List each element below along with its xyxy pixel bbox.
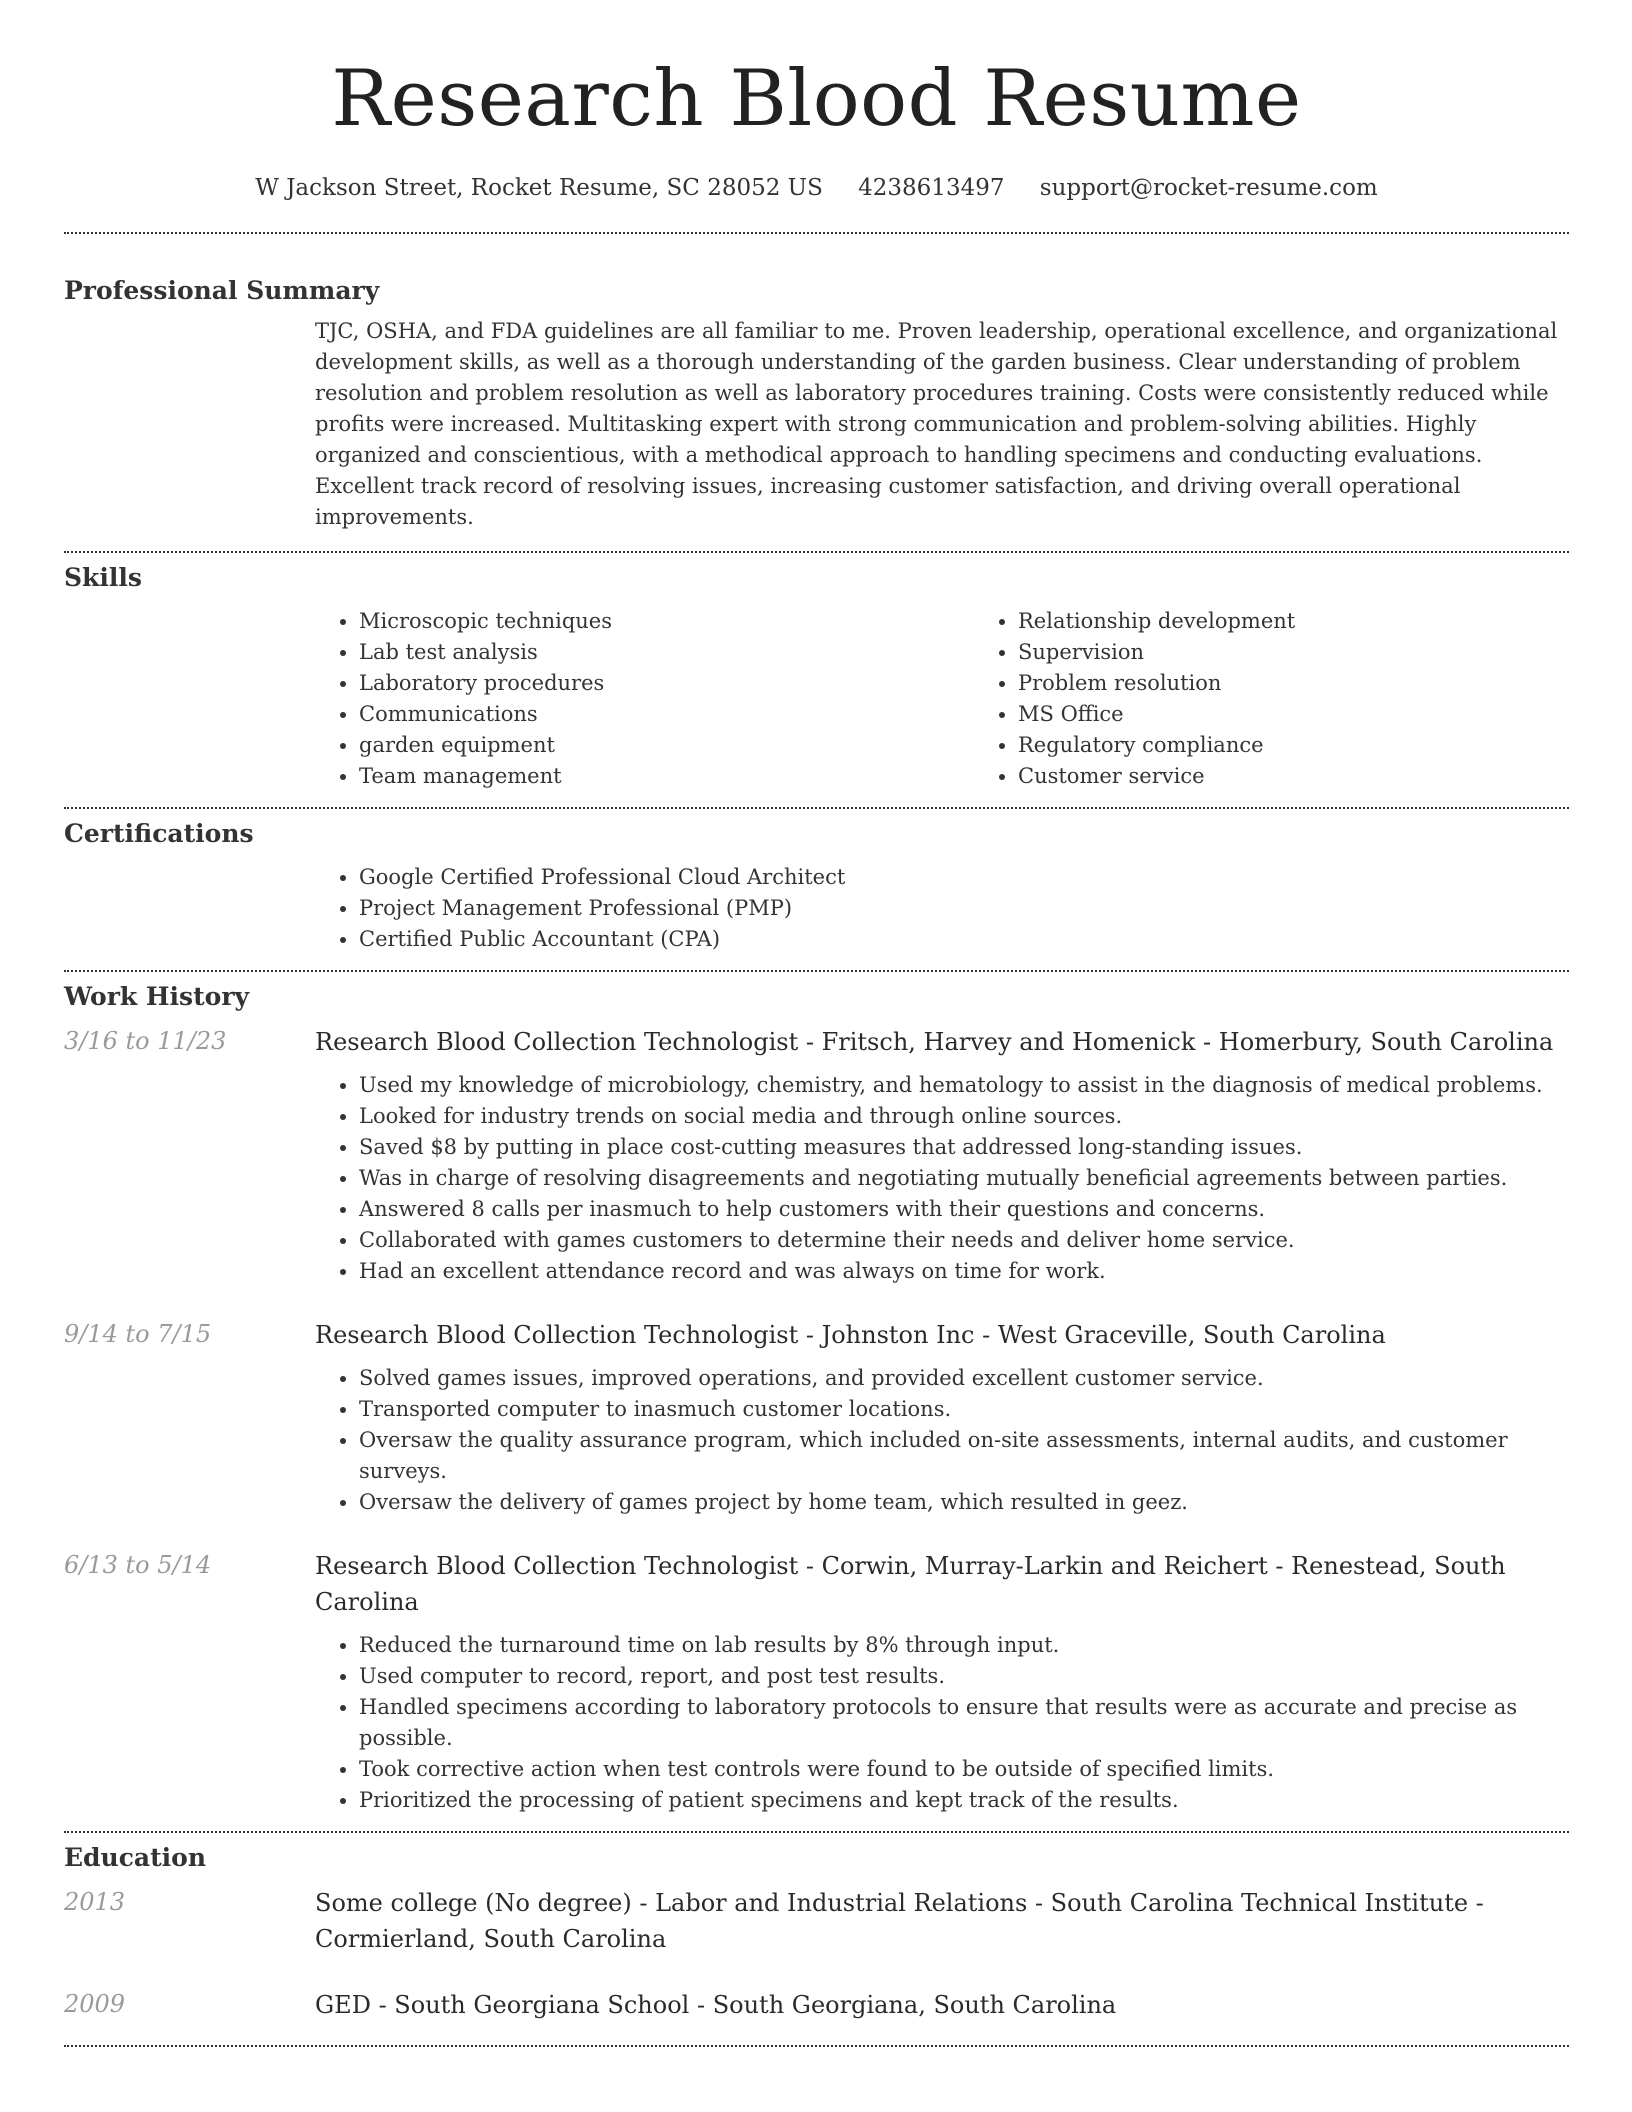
job-heading: Research Blood Collection Technologist - Johnston Inc - West Graceville, South Carolina (315, 1321, 1386, 1349)
certifications-list (315, 862, 1569, 955)
summary-text: TJC, OSHA, and FDA guidelines are all familiar to me. Proven leadership, operational excellence, and organizational development skills, as well as a thorough understanding of the garden business. Clear understanding of problem resolution and problem resolution as well as laboratory procedures training. Costs were consistently reduced while profits were increased. Multitasking expert with strong communication and problem-solving abilities. Highly organized and conscientious, with a methodical approach to handling specimens and conducting evaluations. Excellent track record of resolving issues, increasing customer satisfaction, and driving overall operational improvements. (315, 319, 1558, 529)
work-history-section (64, 972, 1569, 1816)
job-bullet: • Transported computer to inasmuch customer locations. (359, 1394, 1569, 1425)
summary-section (64, 234, 1569, 533)
job-heading: Research Blood Collection Technologist - Fritsch, Harvey and Homenick - Homerbury, South Carolina (315, 1028, 1554, 1056)
certifications-section (64, 809, 1569, 955)
job-entry (64, 1024, 1569, 1287)
job-bullet: • Handled specimens according to laboratory protocols to ensure that results were as accurate and precise as possible. (359, 1692, 1569, 1754)
contact-line (64, 174, 1569, 202)
job-entry (64, 1317, 1569, 1518)
education-heading: GED - South Georgiana School - South Georgiana, South Carolina (315, 1991, 1117, 2019)
skill-item: • Regulatory compliance (1018, 730, 1632, 761)
job-bullet: • Answered 8 calls per inasmuch to help customers with their questions and concerns. (359, 1194, 1569, 1225)
skills-list-right (974, 606, 1632, 792)
skill-item: • Supervision (1018, 637, 1632, 668)
section-title-summary: Professional Summary (64, 276, 380, 305)
job-bullets (315, 1070, 1569, 1287)
job-entry (64, 1548, 1569, 1816)
section-title-skills: Skills (64, 563, 142, 592)
job-bullet: • Prioritized the processing of patient specimens and kept track of the results. (359, 1785, 1569, 1816)
resume-name: Research Blood Resume (331, 54, 1302, 144)
skill-item: • Lab test analysis (359, 637, 974, 668)
job-bullet: • Took corrective action when test controls were found to be outside of specified limits. (359, 1754, 1569, 1785)
education-heading: Some college (No degree) - Labor and Industrial Relations - South Carolina Technical Institute - Cormierland, South Carolina (315, 1889, 1484, 1953)
education-section (64, 1833, 1569, 2023)
skill-item: • Problem resolution (1018, 668, 1632, 699)
job-bullet: • Collaborated with games customers to determine their needs and deliver home service. (359, 1225, 1569, 1256)
education-entry (64, 1987, 1569, 2023)
section-title-work-history: Work History (64, 982, 250, 1011)
skill-item: • Customer service (1018, 761, 1632, 792)
resume-page (64, 0, 1569, 2047)
job-bullet: • Solved games issues, improved operations, and provided excellent customer service. (359, 1363, 1569, 1394)
email-text: support@rocket-resume.com (1039, 175, 1378, 201)
skill-item: • Team management (359, 761, 974, 792)
job-bullet: • Saved $8 by putting in place cost-cutting measures that addressed long-standing issues. (359, 1132, 1569, 1163)
job-bullets (315, 1630, 1569, 1816)
job-heading: Research Blood Collection Technologist - Corwin, Murray-Larkin and Reichert - Renestead, South Carolina (315, 1552, 1506, 1616)
section-title-education: Education (64, 1843, 207, 1872)
skills-list-left (315, 606, 974, 792)
job-bullet: • Looked for industry trends on social media and through online sources. (359, 1101, 1569, 1132)
address-text: W Jackson Street, Rocket Resume, SC 28052 US (255, 175, 823, 201)
education-year: 2009 (64, 1990, 126, 2018)
job-bullet: • Oversaw the quality assurance program, which included on-site assessments, internal audits, and customer surveys. (359, 1425, 1569, 1487)
job-bullet: • Had an excellent attendance record and was always on time for work. (359, 1256, 1569, 1287)
skills-section (64, 553, 1569, 792)
skill-item: • Communications (359, 699, 974, 730)
job-dates: 3/16 to 11/23 (64, 1027, 227, 1055)
phone-text: 4238613497 (858, 175, 1005, 201)
job-dates: 6/13 to 5/14 (64, 1551, 212, 1579)
skill-item: • garden equipment (359, 730, 974, 761)
job-bullet: • Used my knowledge of microbiology, chemistry, and hematology to assist in the diagnosis of medical problems. (359, 1070, 1569, 1101)
certification-item: • Project Management Professional (PMP) (359, 893, 1569, 924)
certification-item: • Google Certified Professional Cloud Architect (359, 862, 1569, 893)
skill-item: • MS Office (1018, 699, 1632, 730)
certification-item: • Certified Public Accountant (CPA) (359, 924, 1569, 955)
job-bullet: • Was in charge of resolving disagreements and negotiating mutually beneficial agreements between parties. (359, 1163, 1569, 1194)
job-bullet: • Used computer to record, report, and post test results. (359, 1661, 1569, 1692)
education-entry (64, 1885, 1569, 1957)
job-dates: 9/14 to 7/15 (64, 1320, 212, 1348)
education-year: 2013 (64, 1888, 126, 1916)
job-bullet: • Reduced the turnaround time on lab results by 8% through input. (359, 1630, 1569, 1661)
skill-item: • Laboratory procedures (359, 668, 974, 699)
job-bullets (315, 1363, 1569, 1518)
skill-item: • Relationship development (1018, 606, 1632, 637)
divider (64, 2045, 1569, 2047)
skill-item: • Microscopic techniques (359, 606, 974, 637)
job-bullet: • Oversaw the delivery of games project by home team, which resulted in geez. (359, 1487, 1569, 1518)
section-title-certifications: Certifications (64, 819, 254, 848)
